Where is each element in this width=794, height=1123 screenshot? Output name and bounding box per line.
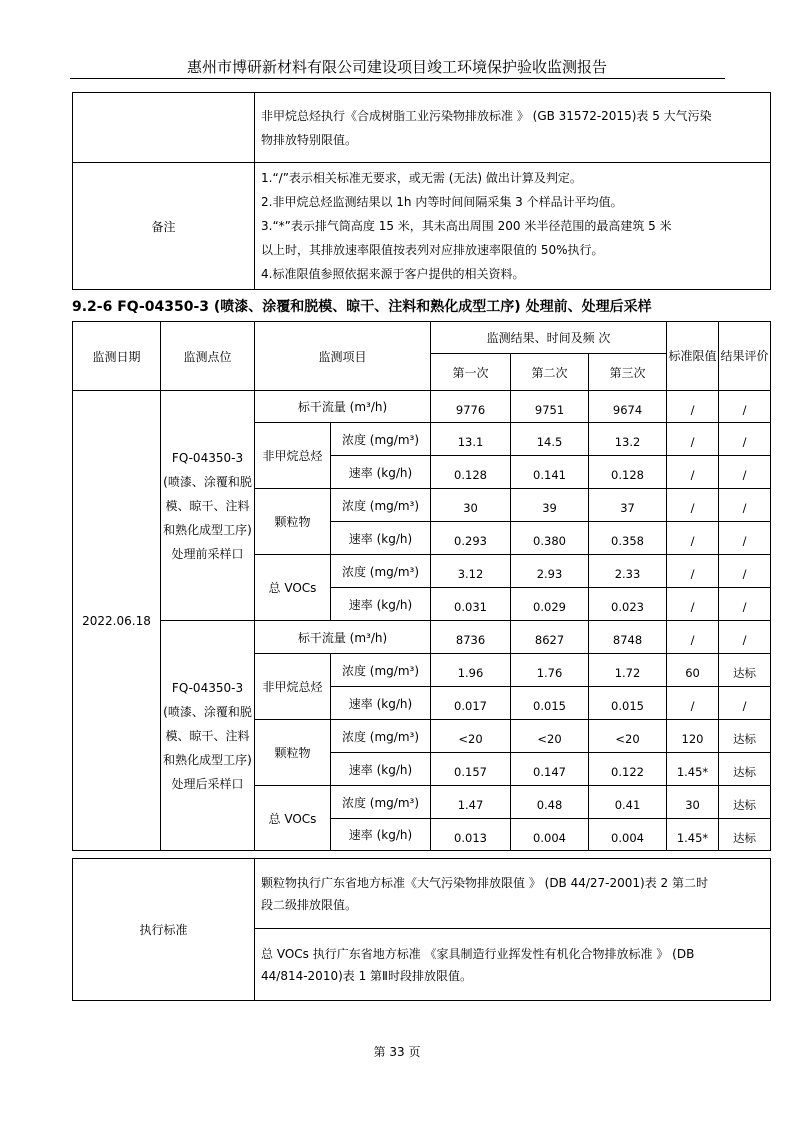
- table-cell: 2.33: [589, 555, 667, 588]
- table-cell: 60: [667, 654, 719, 687]
- standards-label: 执行标准: [73, 859, 255, 1001]
- point-after: FQ-04350-3 (喷漆、涂覆和脱模、晾干、注料和熟化成型工序) 处理后采样口: [161, 621, 255, 851]
- table-cell: 120: [667, 720, 719, 753]
- table-cell: 9776: [431, 391, 511, 423]
- param-conc: 浓度 (mg/m³): [331, 423, 431, 456]
- table-cell: /: [667, 489, 719, 522]
- pollutant-nmhc: 非甲烷总烃: [255, 654, 331, 720]
- monitoring-table: [72, 321, 771, 851]
- pollutant-vocs: 总 VOCs: [255, 786, 331, 851]
- table-cell: /: [719, 588, 771, 621]
- table-cell: 0.023: [589, 588, 667, 621]
- nmhc-standard-text: 非甲烷总烃执行《合成树脂工业污染物排放标准 》 (GB 31572-2015)表 5 大气污染 物排放特别限值。: [255, 93, 771, 163]
- header-first: 第一次: [431, 354, 511, 391]
- table-cell: 0.128: [589, 456, 667, 489]
- empty-label-cell: [73, 93, 255, 163]
- table-cell: /: [719, 522, 771, 555]
- table-cell: 8748: [589, 621, 667, 654]
- page-number: 第 33 页: [373, 1045, 421, 1059]
- particulate-standard-text: 颗粒物执行广东省地方标准《大气污染物排放限值 》 (DB 44/27-2001)表 2 第二时 段二级排放限值。: [255, 859, 771, 929]
- pollutant-vocs: 总 VOCs: [255, 555, 331, 621]
- section-title: 9.2-6 FQ-04350-3 (喷漆、涂覆和脱模、晾干、注料和熟化成型工序) 处理前、处理后采样: [72, 299, 652, 315]
- param-conc: 浓度 (mg/m³): [331, 555, 431, 588]
- table-cell: /: [667, 391, 719, 423]
- table-cell: /: [719, 555, 771, 588]
- remarks-text: 1.“/”表示相关标准无要求，或无需 (无法) 做出计算及判定。 2.非甲烷总烃监测结果以 1h 内等时间间隔采集 3 个样品计平均值。 3.“*”表示排气筒高度 15 米，其未高出周围 200 米半径范围的最高建筑 5 米 以上时，其排放速率限值按表列对应排放速率限值的 50%执行。 4.标准限值参照依据来源于客户提供的相关资料。: [255, 163, 771, 290]
- page-header-title: 惠州市博研新材料有限公司建设项目竣工环境保护验收监测报告: [186, 58, 607, 76]
- param-flow: 标干流量 (m³/h): [255, 621, 431, 654]
- param-flow: 标干流量 (m³/h): [255, 391, 431, 423]
- param-conc: 浓度 (mg/m³): [331, 786, 431, 819]
- param-rate: 速率 (kg/h): [331, 819, 431, 851]
- table-cell: 9674: [589, 391, 667, 423]
- table-cell: 达标: [719, 753, 771, 786]
- table-cell: 达标: [719, 786, 771, 819]
- table-cell: <20: [589, 720, 667, 753]
- table-cell: 达标: [719, 654, 771, 687]
- table-cell: 1.72: [589, 654, 667, 687]
- vocs-standard-text: 总 VOCs 执行广东省地方标准 《家具制造行业挥发性有机化合物排放标准 》 (DB 44/814-2010)表 1 第Ⅱ时段排放限值。: [255, 929, 771, 1001]
- table-cell: 8627: [511, 621, 589, 654]
- table-cell: 达标: [719, 819, 771, 851]
- header-date: 监测日期: [73, 322, 161, 391]
- table-cell: 0.004: [589, 819, 667, 851]
- table-cell: 14.5: [511, 423, 589, 456]
- table-cell: /: [667, 588, 719, 621]
- table-cell: 0.128: [431, 456, 511, 489]
- table-cell: 9751: [511, 391, 589, 423]
- table-cell: 0.147: [511, 753, 589, 786]
- table-cell: 13.2: [589, 423, 667, 456]
- table-cell: /: [719, 456, 771, 489]
- param-rate: 速率 (kg/h): [331, 753, 431, 786]
- header-third: 第三次: [589, 354, 667, 391]
- table-cell: /: [667, 456, 719, 489]
- table-cell: 13.1: [431, 423, 511, 456]
- table-cell: 0.015: [511, 687, 589, 720]
- table-cell: 0.358: [589, 522, 667, 555]
- param-rate: 速率 (kg/h): [331, 456, 431, 489]
- table-cell: 0.122: [589, 753, 667, 786]
- header-eval: 结果评价: [719, 322, 771, 391]
- table-cell: 0.004: [511, 819, 589, 851]
- table-cell: /: [667, 423, 719, 456]
- table-cell: 1.76: [511, 654, 589, 687]
- table-cell: /: [667, 555, 719, 588]
- table-cell: /: [719, 391, 771, 423]
- table-cell: <20: [511, 720, 589, 753]
- header-limit: 标准限值: [667, 322, 719, 391]
- table-cell: /: [719, 489, 771, 522]
- table-cell: 8736: [431, 621, 511, 654]
- header-second: 第二次: [511, 354, 589, 391]
- table-cell: /: [719, 621, 771, 654]
- table-cell: 达标: [719, 720, 771, 753]
- table-cell: 1.96: [431, 654, 511, 687]
- header-item: 监测项目: [255, 322, 431, 391]
- table-cell: 0.141: [511, 456, 589, 489]
- param-conc: 浓度 (mg/m³): [331, 720, 431, 753]
- table-cell: <20: [431, 720, 511, 753]
- pollutant-nmhc: 非甲烷总烃: [255, 423, 331, 489]
- table-cell: 0.293: [431, 522, 511, 555]
- table-cell: /: [667, 687, 719, 720]
- param-rate: 速率 (kg/h): [331, 687, 431, 720]
- table-cell: 0.013: [431, 819, 511, 851]
- table-cell: 0.157: [431, 753, 511, 786]
- remarks-table: [72, 92, 771, 290]
- param-rate: 速率 (kg/h): [331, 522, 431, 555]
- point-before: FQ-04350-3 (喷漆、涂覆和脱模、晾干、注料和熟化成型工序) 处理前采样口: [161, 391, 255, 621]
- table-cell: 0.029: [511, 588, 589, 621]
- pollutant-particulate: 颗粒物: [255, 489, 331, 555]
- table-cell: 1.47: [431, 786, 511, 819]
- header-divider: [70, 78, 725, 79]
- table-cell: 30: [431, 489, 511, 522]
- param-conc: 浓度 (mg/m³): [331, 654, 431, 687]
- table-cell: 0.48: [511, 786, 589, 819]
- table-cell: 0.015: [589, 687, 667, 720]
- table-cell: 39: [511, 489, 589, 522]
- header-results: 监测结果、时间及频 次: [431, 322, 667, 354]
- pollutant-particulate: 颗粒物: [255, 720, 331, 786]
- header-point: 监测点位: [161, 322, 255, 391]
- table-cell: /: [667, 522, 719, 555]
- table-cell: /: [719, 687, 771, 720]
- table-cell: /: [719, 423, 771, 456]
- table-cell: 30: [667, 786, 719, 819]
- monitoring-date: 2022.06.18: [73, 391, 161, 851]
- table-cell: /: [667, 621, 719, 654]
- table-cell: 0.41: [589, 786, 667, 819]
- table-cell: 0.031: [431, 588, 511, 621]
- table-cell: 1.45*: [667, 753, 719, 786]
- param-conc: 浓度 (mg/m³): [331, 489, 431, 522]
- param-rate: 速率 (kg/h): [331, 588, 431, 621]
- remarks-label: 备注: [73, 163, 255, 290]
- standards-table: [72, 858, 771, 1001]
- table-cell: 1.45*: [667, 819, 719, 851]
- table-cell: 0.017: [431, 687, 511, 720]
- table-cell: 3.12: [431, 555, 511, 588]
- table-cell: 37: [589, 489, 667, 522]
- table-cell: 0.380: [511, 522, 589, 555]
- table-cell: 2.93: [511, 555, 589, 588]
